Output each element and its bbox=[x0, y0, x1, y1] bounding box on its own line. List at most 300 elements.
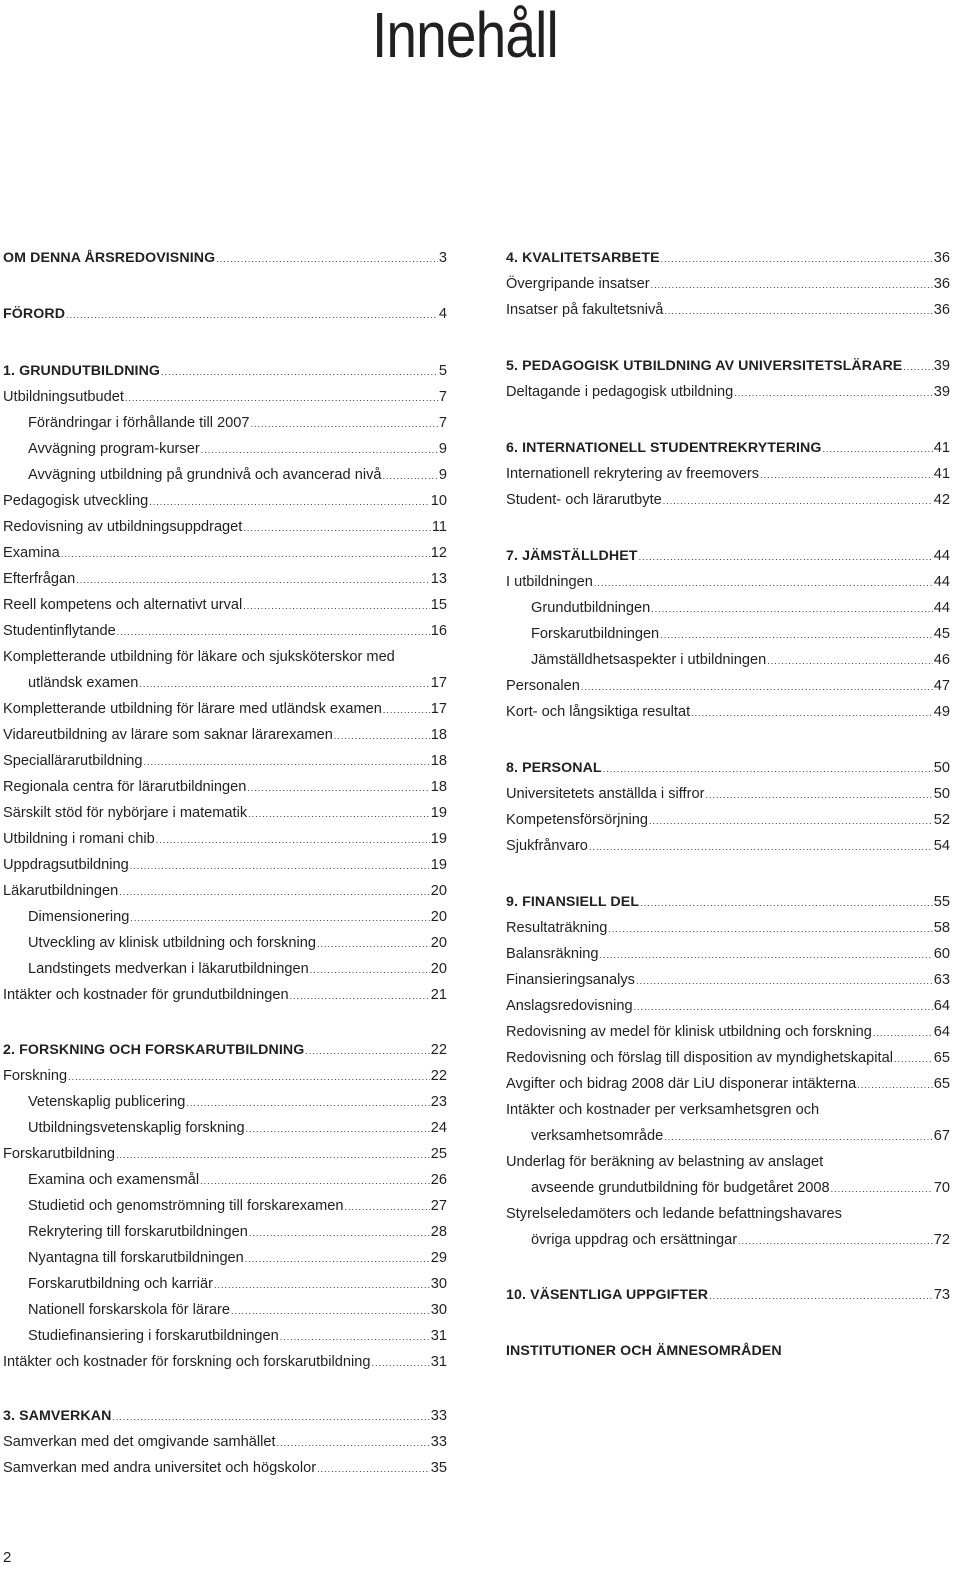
toc-entry-label: Insatser på fakultetsnivå bbox=[506, 302, 664, 318]
toc-entry[interactable] bbox=[506, 1285, 950, 1306]
dot-leader bbox=[383, 700, 430, 720]
toc-entry-label: Pedagogisk utveckling bbox=[3, 493, 149, 509]
toc-entry-label: Forskarutbildning och karriär bbox=[28, 1276, 213, 1292]
toc-entry-page: 50 bbox=[933, 760, 950, 776]
toc-entry-page: 31 bbox=[430, 1328, 447, 1344]
toc-entry-label: Kort- och långsiktiga resultat bbox=[506, 704, 691, 720]
page-number: 2 bbox=[3, 1549, 12, 1566]
toc-entry-label: Utbildning i romani chib bbox=[3, 831, 155, 847]
toc-entry-page: 19 bbox=[430, 831, 447, 847]
toc-entry-page: 64 bbox=[933, 998, 950, 1014]
toc-entry-label: Dimensionering bbox=[28, 909, 130, 925]
toc-entry[interactable] bbox=[3, 1170, 447, 1191]
dot-leader bbox=[822, 439, 932, 459]
dot-leader bbox=[382, 466, 437, 486]
toc-entry-page: 18 bbox=[430, 727, 447, 743]
toc-entry-page: 65 bbox=[933, 1076, 950, 1092]
toc-entry-page: 45 bbox=[933, 626, 950, 642]
toc-entry-label: Utbildningsutbudet bbox=[3, 389, 124, 405]
toc-entry[interactable] bbox=[506, 1074, 950, 1095]
dot-leader bbox=[144, 752, 430, 772]
toc-entry-page: 26 bbox=[430, 1172, 447, 1188]
toc-entry[interactable] bbox=[506, 1126, 950, 1147]
dot-leader bbox=[248, 804, 430, 824]
dot-leader bbox=[705, 785, 932, 805]
toc-entry-page: 7 bbox=[438, 389, 447, 405]
dot-leader bbox=[903, 357, 932, 377]
dot-leader bbox=[290, 986, 430, 1006]
toc-entry-page: 39 bbox=[933, 358, 950, 374]
toc-entry[interactable] bbox=[506, 490, 950, 511]
dot-leader bbox=[603, 759, 933, 779]
dot-leader bbox=[247, 778, 429, 798]
toc-entry-label: 6. INTERNATIONELL STUDENTREKRYTERING bbox=[506, 440, 822, 456]
toc-entry[interactable] bbox=[506, 382, 950, 403]
toc-entry-label: Forskarutbildningen bbox=[531, 626, 660, 642]
dot-leader bbox=[61, 544, 430, 564]
dot-leader bbox=[664, 1127, 933, 1147]
dot-leader bbox=[581, 677, 933, 697]
dot-leader bbox=[130, 856, 430, 876]
toc-entry[interactable] bbox=[506, 784, 950, 805]
dot-leader bbox=[119, 882, 430, 902]
toc-entry-label: övriga uppdrag och ersättningar bbox=[531, 1232, 738, 1248]
toc-entry-label: Regionala centra för lärarutbildningen bbox=[3, 779, 247, 795]
dot-leader bbox=[664, 301, 932, 321]
toc-entry-page: 4 bbox=[438, 306, 447, 322]
toc-entry-label: Intäkter och kostnader för grundutbildningen bbox=[3, 987, 289, 1003]
toc-entry-page: 15 bbox=[430, 597, 447, 613]
toc-entry[interactable] bbox=[506, 944, 950, 965]
toc-entry-label: Universitetets anställda i siffror bbox=[506, 786, 705, 802]
toc-entry[interactable] bbox=[3, 361, 447, 382]
dot-leader bbox=[767, 651, 933, 671]
toc-entry[interactable] bbox=[506, 598, 950, 619]
toc-entry-page: 25 bbox=[430, 1146, 447, 1162]
toc-entry-label: FÖRORD bbox=[3, 306, 66, 322]
toc-entry-label: 2. FORSKNING OCH FORSKARUTBILDNING bbox=[3, 1042, 305, 1058]
toc-entry[interactable] bbox=[506, 758, 950, 779]
toc-entry-label: Förändringar i förhållande till 2007 bbox=[28, 415, 250, 431]
toc-entry[interactable] bbox=[3, 751, 447, 772]
dot-leader bbox=[661, 249, 933, 269]
toc-entry[interactable] bbox=[3, 1118, 447, 1139]
toc-entry-label: Vetenskaplig publicering bbox=[28, 1094, 186, 1110]
toc-entry-page: 65 bbox=[933, 1050, 950, 1066]
dot-leader bbox=[246, 1119, 430, 1139]
toc-entry-page: 47 bbox=[933, 678, 950, 694]
toc-entry-label: Utveckling av klinisk utbildning och forskning bbox=[28, 935, 316, 951]
toc-entry[interactable] bbox=[3, 569, 447, 590]
toc-entry-label: Grundutbildningen bbox=[531, 600, 651, 616]
toc-entry-label: Nationell forskarskola för lärare bbox=[28, 1302, 230, 1318]
dot-leader bbox=[691, 703, 933, 723]
page-title: Innehåll bbox=[372, 0, 558, 71]
toc-entry[interactable] bbox=[3, 725, 447, 746]
toc-entry-page: 3 bbox=[438, 250, 447, 266]
toc-entry[interactable] bbox=[506, 1100, 950, 1120]
toc-entry-label: INSTITUTIONER OCH ÄMNESOMRÅDEN bbox=[506, 1343, 782, 1359]
toc-entry[interactable] bbox=[506, 274, 950, 295]
toc-entry[interactable] bbox=[3, 881, 447, 902]
dot-leader bbox=[345, 1197, 430, 1217]
dot-leader bbox=[594, 573, 933, 593]
toc-entry-page: 22 bbox=[430, 1042, 447, 1058]
toc-entry[interactable] bbox=[3, 1458, 447, 1479]
toc-entry[interactable] bbox=[3, 491, 447, 512]
toc-right-column bbox=[506, 0, 950, 1585]
dot-leader bbox=[873, 1023, 933, 1043]
toc-entry-label: Examina bbox=[3, 545, 60, 561]
dot-leader bbox=[317, 934, 430, 954]
toc-entry-label: utländsk examen bbox=[28, 675, 139, 691]
dot-leader bbox=[277, 1433, 430, 1453]
toc-entry[interactable] bbox=[3, 673, 447, 694]
toc-entry-page: 27 bbox=[430, 1198, 447, 1214]
toc-entry-page: 11 bbox=[431, 519, 447, 535]
toc-entry[interactable] bbox=[506, 702, 950, 723]
toc-entry[interactable] bbox=[506, 970, 950, 991]
toc-entry-label: 8. PERSONAL bbox=[506, 760, 602, 776]
toc-entry[interactable] bbox=[506, 918, 950, 939]
dot-leader bbox=[66, 305, 438, 325]
toc-entry[interactable] bbox=[3, 439, 447, 460]
toc-left-column bbox=[3, 0, 447, 1585]
toc-entry-page: 42 bbox=[933, 492, 950, 508]
toc-entry-page: 36 bbox=[933, 276, 950, 292]
toc-entry-page: 5 bbox=[438, 363, 447, 379]
toc-entry[interactable] bbox=[506, 996, 950, 1017]
toc-entry-label: Forskarutbildning bbox=[3, 1146, 115, 1162]
toc-entry-label: Student- och lärarutbyte bbox=[506, 492, 662, 508]
dot-leader bbox=[231, 1301, 430, 1321]
toc-entry-label: Avvägning program-kurser bbox=[28, 441, 200, 457]
dot-leader bbox=[280, 1327, 430, 1347]
toc-entry-page: 46 bbox=[933, 652, 950, 668]
toc-entry-label: Intäkter och kostnader per verksamhetsgren och bbox=[506, 1102, 820, 1118]
toc-entry-label: Efterfrågan bbox=[3, 571, 76, 587]
toc-entry-label: Deltagande i pedagogisk utbildning bbox=[506, 384, 734, 400]
toc-entry-page: 67 bbox=[933, 1128, 950, 1144]
toc-entry-page: 60 bbox=[933, 946, 950, 962]
dot-leader bbox=[161, 362, 438, 382]
dot-leader bbox=[117, 622, 430, 642]
toc-entry-label: Samverkan med det omgivande samhället bbox=[3, 1434, 276, 1450]
dot-leader bbox=[734, 383, 933, 403]
dot-leader bbox=[310, 960, 430, 980]
toc-entry[interactable] bbox=[3, 1406, 447, 1427]
toc-entry[interactable] bbox=[3, 699, 447, 720]
toc-entry-label: Jämställdhetsaspekter i utbildningen bbox=[531, 652, 767, 668]
toc-entry[interactable] bbox=[506, 248, 950, 269]
dot-leader bbox=[371, 1353, 429, 1373]
toc-entry-label: 4. KVALITETSARBETE bbox=[506, 250, 660, 266]
toc-entry-label: Uppdragsutbildning bbox=[3, 857, 129, 873]
toc-entry[interactable] bbox=[3, 1144, 447, 1165]
toc-entry[interactable] bbox=[3, 959, 447, 980]
dot-leader bbox=[214, 1275, 430, 1295]
dot-leader bbox=[663, 491, 933, 511]
dot-leader bbox=[200, 1171, 430, 1191]
toc-entry[interactable] bbox=[506, 1230, 950, 1251]
toc-entry-page: 33 bbox=[430, 1408, 447, 1424]
toc-entry[interactable] bbox=[3, 1300, 447, 1321]
toc-entry-label: verksamhetsområde bbox=[531, 1128, 664, 1144]
toc-entry[interactable] bbox=[506, 836, 950, 857]
toc-entry-page: 12 bbox=[430, 545, 447, 561]
dot-leader bbox=[305, 1041, 429, 1061]
toc-entry[interactable] bbox=[506, 546, 950, 567]
toc-entry[interactable] bbox=[3, 1352, 447, 1373]
toc-entry-page: 17 bbox=[430, 701, 447, 717]
toc-entry-page: 44 bbox=[933, 548, 950, 564]
dot-leader bbox=[709, 1286, 933, 1306]
dot-leader bbox=[249, 1223, 430, 1243]
toc-entry-label: 7. JÄMSTÄLLDHET bbox=[506, 548, 638, 564]
toc-entry[interactable] bbox=[506, 892, 950, 913]
toc-entry-page: 21 bbox=[430, 987, 447, 1003]
toc-entry-page: 20 bbox=[430, 909, 447, 925]
toc-entry-label: Redovisning av medel för klinisk utbildning och forskning bbox=[506, 1024, 872, 1040]
toc-entry-page: 73 bbox=[933, 1287, 950, 1303]
toc-entry-page: 70 bbox=[933, 1180, 950, 1196]
toc-entry-page: 36 bbox=[933, 250, 950, 266]
toc-entry[interactable] bbox=[3, 933, 447, 954]
toc-entry-page: 52 bbox=[933, 812, 950, 828]
toc-entry[interactable] bbox=[3, 1196, 447, 1217]
toc-entry-label: Läkarutbildningen bbox=[3, 883, 119, 899]
toc-entry-label: Rekrytering till forskarutbildningen bbox=[28, 1224, 248, 1240]
toc-entry-page: 20 bbox=[430, 961, 447, 977]
toc-entry-page: 29 bbox=[430, 1250, 447, 1266]
toc-entry[interactable] bbox=[506, 572, 950, 593]
toc-entry-label: Kompletterande utbildning för läkare och sjuksköterskor med bbox=[3, 649, 395, 665]
toc-entry[interactable] bbox=[3, 1092, 447, 1113]
toc-entry-label: Forskning bbox=[3, 1068, 68, 1084]
toc-entry-page: 9 bbox=[438, 441, 447, 457]
toc-entry-page: 63 bbox=[933, 972, 950, 988]
dot-leader bbox=[651, 275, 933, 295]
toc-entry-label: Vidareutbildning av lärare som saknar lärarexamen bbox=[3, 727, 333, 743]
toc-entry[interactable] bbox=[506, 300, 950, 321]
toc-entry[interactable] bbox=[506, 650, 950, 671]
toc-entry-label: 5. PEDAGOGISK UTBILDNING AV UNIVERSITETSLÄRARE bbox=[506, 358, 903, 374]
toc-entry-page: 33 bbox=[430, 1434, 447, 1450]
toc-entry-page: 41 bbox=[933, 440, 950, 456]
toc-entry-label: OM DENNA ÅRSREDOVISNING bbox=[3, 250, 216, 266]
toc-entry-label: Reell kompetens och alternativt urval bbox=[3, 597, 243, 613]
toc-entry-label: 1. GRUNDUTBILDNING bbox=[3, 363, 161, 379]
dot-leader bbox=[149, 492, 430, 512]
toc-entry-page: 7 bbox=[438, 415, 447, 431]
dot-leader bbox=[139, 674, 429, 694]
toc-entry-label: avseende grundutbildning för budgetåret 2008 bbox=[531, 1180, 830, 1196]
toc-entry-label: 10. VÄSENTLIGA UPPGIFTER bbox=[506, 1287, 709, 1303]
toc-entry[interactable] bbox=[3, 1248, 447, 1269]
toc-entry[interactable] bbox=[3, 1432, 447, 1453]
toc-entry[interactable] bbox=[3, 803, 447, 824]
toc-entry[interactable] bbox=[506, 624, 950, 645]
toc-entry[interactable] bbox=[3, 465, 447, 486]
dot-leader bbox=[651, 599, 932, 619]
dot-leader bbox=[660, 625, 933, 645]
dot-leader bbox=[894, 1049, 933, 1069]
toc-entry-label: Internationell rekrytering av freemovers bbox=[506, 466, 760, 482]
toc-entry-page: 44 bbox=[933, 574, 950, 590]
toc-entry[interactable] bbox=[3, 413, 447, 434]
toc-entry-page: 58 bbox=[933, 920, 950, 936]
toc-entry-label: Anslagsredovisning bbox=[506, 998, 633, 1014]
toc-entry-page: 16 bbox=[430, 623, 447, 639]
dot-leader bbox=[649, 811, 933, 831]
dot-leader bbox=[245, 1249, 430, 1269]
dot-leader bbox=[738, 1231, 933, 1251]
dot-leader bbox=[201, 440, 438, 460]
toc-entry[interactable] bbox=[3, 517, 447, 538]
toc-entry-label: Speciallärarutbildning bbox=[3, 753, 143, 769]
toc-entry-label: Resultaträkning bbox=[506, 920, 608, 936]
toc-entry[interactable] bbox=[506, 1152, 950, 1172]
dot-leader bbox=[250, 414, 437, 434]
dot-leader bbox=[334, 726, 430, 746]
toc-entry[interactable] bbox=[3, 1274, 447, 1295]
toc-entry-page: 19 bbox=[430, 805, 447, 821]
toc-entry-page: 20 bbox=[430, 935, 447, 951]
dot-leader bbox=[831, 1179, 933, 1199]
toc-entry-label: Redovisning av utbildningsuppdraget bbox=[3, 519, 243, 535]
toc-entry[interactable] bbox=[3, 855, 447, 876]
dot-leader bbox=[186, 1093, 429, 1113]
dot-leader bbox=[156, 830, 430, 850]
toc-entry-page: 13 bbox=[430, 571, 447, 587]
dot-leader bbox=[317, 1459, 430, 1479]
toc-entry-label: Nyantagna till forskarutbildningen bbox=[28, 1250, 244, 1266]
dot-leader bbox=[608, 919, 932, 939]
toc-entry[interactable] bbox=[3, 304, 447, 325]
toc-entry-page: 54 bbox=[933, 838, 950, 854]
toc-entry[interactable] bbox=[3, 907, 447, 928]
toc-entry-label: Studiefinansiering i forskarutbildningen bbox=[28, 1328, 279, 1344]
toc-entry[interactable] bbox=[506, 676, 950, 697]
toc-entry[interactable] bbox=[506, 1048, 950, 1069]
toc-entry[interactable] bbox=[506, 1178, 950, 1199]
toc-entry-page: 18 bbox=[430, 753, 447, 769]
toc-entry-page: 17 bbox=[430, 675, 447, 691]
toc-entry[interactable] bbox=[3, 1222, 447, 1243]
toc-entry[interactable] bbox=[3, 595, 447, 616]
toc-entry-page: 28 bbox=[430, 1224, 447, 1240]
toc-entry-page: 72 bbox=[933, 1232, 950, 1248]
toc-entry[interactable] bbox=[3, 1066, 447, 1087]
toc-entry[interactable] bbox=[506, 464, 950, 485]
toc-entry[interactable] bbox=[506, 1022, 950, 1043]
toc-entry-label: 9. FINANSIELL DEL bbox=[506, 894, 640, 910]
dot-leader bbox=[634, 997, 933, 1017]
toc-entry[interactable] bbox=[3, 543, 447, 564]
toc-entry-page: 31 bbox=[430, 1354, 447, 1370]
toc-entry-page: 39 bbox=[933, 384, 950, 400]
toc-entry-label: I utbildningen bbox=[506, 574, 593, 590]
toc-entry-page: 24 bbox=[430, 1120, 447, 1136]
toc-entry[interactable] bbox=[3, 647, 447, 667]
dot-leader bbox=[116, 1145, 430, 1165]
toc-entry-label: Kompletterande utbildning för lärare med utländsk examen bbox=[3, 701, 382, 717]
toc-entry-label: Sjukfrånvaro bbox=[506, 838, 588, 854]
dot-leader bbox=[243, 518, 431, 538]
toc-entry-label: Intäkter och kostnader för forskning och forskarutbildning bbox=[3, 1354, 371, 1370]
toc-entry[interactable] bbox=[506, 356, 950, 377]
toc-entry[interactable] bbox=[3, 1326, 447, 1347]
toc-entry-label: Avgifter och bidrag 2008 där LiU disponerar intäkterna bbox=[506, 1076, 857, 1092]
toc-entry-page: 30 bbox=[430, 1276, 447, 1292]
dot-leader bbox=[636, 971, 933, 991]
dot-leader bbox=[125, 388, 438, 408]
toc-entry-label: Personalen bbox=[506, 678, 580, 694]
toc-entry-page: 10 bbox=[430, 493, 447, 509]
toc-entry-label: Finansieringsanalys bbox=[506, 972, 635, 988]
toc-entry[interactable] bbox=[3, 829, 447, 850]
toc-entry-page: 50 bbox=[933, 786, 950, 802]
dot-leader bbox=[243, 596, 429, 616]
dot-leader bbox=[589, 837, 933, 857]
toc-entry-label: Redovisning och förslag till disposition av myndighetskapital bbox=[506, 1050, 893, 1066]
toc-entry[interactable] bbox=[3, 248, 447, 269]
toc-entry-label: Examina och examensmål bbox=[28, 1172, 200, 1188]
toc-entry-page: 36 bbox=[933, 302, 950, 318]
toc-entry-label: Studietid och genomströmning till forskarexamen bbox=[28, 1198, 344, 1214]
toc-entry-label: Avvägning utbildning på grundnivå och avancerad nivå bbox=[28, 467, 382, 483]
dot-leader bbox=[600, 945, 933, 965]
toc-entry-label: Samverkan med andra universitet och högskolor bbox=[3, 1460, 317, 1476]
toc-entry-page: 23 bbox=[430, 1094, 447, 1110]
toc-entry-label: Utbildningsvetenskaplig forskning bbox=[28, 1120, 245, 1136]
toc-entry-label: Landstingets medverkan i läkarutbildningen bbox=[28, 961, 309, 977]
toc-entry[interactable] bbox=[3, 777, 447, 798]
toc-entry-page: 20 bbox=[430, 883, 447, 899]
toc-entry-page: 22 bbox=[430, 1068, 447, 1084]
toc-entry[interactable] bbox=[506, 438, 950, 459]
dot-leader bbox=[130, 908, 429, 928]
dot-leader bbox=[112, 1407, 429, 1427]
toc-entry[interactable] bbox=[506, 1204, 950, 1224]
toc-entry-label: 3. SAMVERKAN bbox=[3, 1408, 112, 1424]
toc-entry-label: Särskilt stöd för nybörjare i matematik bbox=[3, 805, 248, 821]
dot-leader bbox=[68, 1067, 430, 1087]
dot-leader bbox=[216, 249, 438, 269]
toc-entry[interactable] bbox=[506, 1341, 950, 1361]
toc-entry-page: 49 bbox=[933, 704, 950, 720]
dot-leader bbox=[639, 547, 933, 567]
toc-entry-page: 30 bbox=[430, 1302, 447, 1318]
toc-entry-label: Kompetensförsörjning bbox=[506, 812, 648, 828]
toc-entry[interactable] bbox=[506, 810, 950, 831]
toc-entry-page: 35 bbox=[430, 1460, 447, 1476]
toc-entry-page: 55 bbox=[933, 894, 950, 910]
toc-entry-page: 44 bbox=[933, 600, 950, 616]
toc-entry[interactable] bbox=[3, 1040, 447, 1061]
toc-entry[interactable] bbox=[3, 621, 447, 642]
toc-entry-page: 41 bbox=[933, 466, 950, 482]
toc-entry-label: Styrelseledamöters och ledande befattningshavares bbox=[506, 1206, 842, 1222]
toc-entry-label: Studentinflytande bbox=[3, 623, 116, 639]
toc-entry-label: Underlag för beräkning av belastning av anslaget bbox=[506, 1154, 824, 1170]
toc-entry[interactable] bbox=[3, 985, 447, 1006]
toc-entry-page: 64 bbox=[933, 1024, 950, 1040]
toc-entry[interactable] bbox=[3, 387, 447, 408]
toc-entry-label: Balansräkning bbox=[506, 946, 599, 962]
dot-leader bbox=[760, 465, 933, 485]
dot-leader bbox=[76, 570, 430, 590]
